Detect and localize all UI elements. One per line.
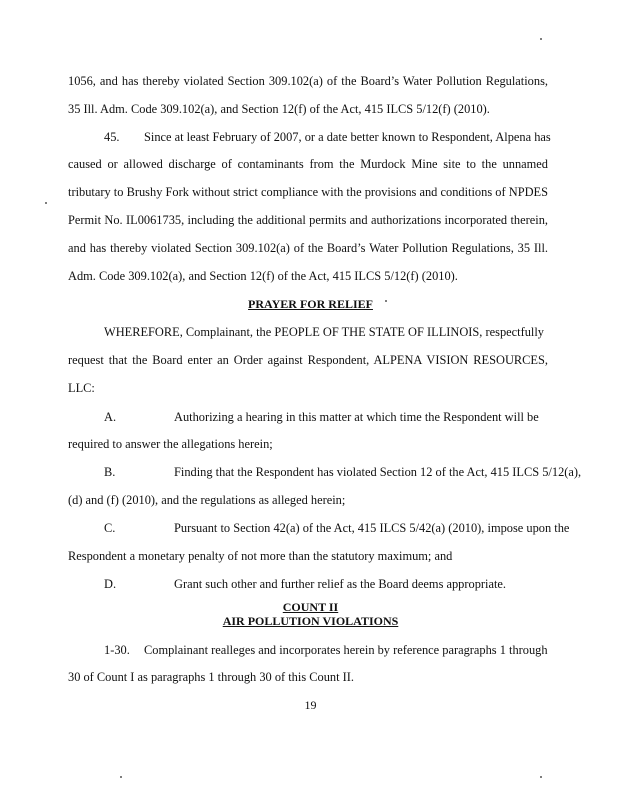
para-1-30-line-1 <box>104 643 548 657</box>
item-a-line-2: required to answer the allegations herein; <box>68 437 273 451</box>
scan-speck <box>540 776 542 778</box>
para-45-line-1 <box>104 130 551 144</box>
item-a-text: Authorizing a hearing in this matter at which time the Respondent will be <box>174 410 539 424</box>
item-d-text: Grant such other and further relief as the Board deems appropriate. <box>174 577 507 591</box>
scan-speck <box>385 300 387 302</box>
para-45-line-5: and has thereby violated Section 309.102(a) of the Board’s Water Pollution Regulations, 35 Ill. <box>68 241 548 255</box>
para-1-30-line-2: 30 of Count I as paragraphs 1 through 30 of this Count II. <box>68 670 354 684</box>
item-d-line-1 <box>104 577 548 591</box>
page-number: 19 <box>304 698 317 712</box>
para-45-line-2: caused or allowed discharge of contaminants from the Murdock Mine site to the unnamed <box>68 157 548 171</box>
para-1-30-number: 1-30. <box>104 643 130 657</box>
para-45-line-4: Permit No. IL0061735, including the additional permits and authorizations incorporated therein, <box>68 213 548 227</box>
item-b-line-2: (d) and (f) (2010), and the regulations as alleged herein; <box>68 493 346 507</box>
para-1-30-text: Complainant realleges and incorporates herein by reference paragraphs 1 through <box>144 643 548 657</box>
item-c-text: Pursuant to Section 42(a) of the Act, 415 ILCS 5/42(a) (2010), impose upon the <box>174 521 570 535</box>
wherefore-line-1: WHEREFORE, Complainant, the PEOPLE OF THE STATE OF ILLINOIS, respectfully <box>104 325 544 339</box>
scan-speck <box>120 776 122 778</box>
item-c-letter: C. <box>104 521 116 535</box>
para-45-line-3: tributary to Brushy Fork without strict compliance with the provisions and conditions of NPDES <box>68 185 548 199</box>
item-b-line-1 <box>104 465 582 479</box>
scan-speck <box>45 202 47 204</box>
para-45-line-6: Adm. Code 309.102(a), and Section 12(f) of the Act, 415 ILCS 5/12(f) (2010). <box>68 269 458 283</box>
item-d-letter: D. <box>104 577 117 591</box>
item-a-letter: A. <box>104 410 117 424</box>
para-44-line-1: 1056, and has thereby violated Section 309.102(a) of the Board’s Water Pollution Regulations, <box>68 74 548 88</box>
count-subheading: AIR POLLUTION VIOLATIONS <box>222 614 399 628</box>
para-45-number: 45. <box>104 130 120 144</box>
item-b-text: Finding that the Respondent has violated Section 12 of the Act, 415 ILCS 5/12(a), <box>174 465 582 479</box>
item-c-line-2: Respondent a monetary penalty of not more than the statutory maximum; and <box>68 549 453 563</box>
prayer-heading: PRAYER FOR RELIEF <box>248 297 373 311</box>
scan-speck <box>540 38 542 40</box>
item-b-letter: B. <box>104 465 116 479</box>
wherefore-line-3: LLC: <box>68 381 95 395</box>
para-45-line-1-text: Since at least February of 2007, or a date better known to Respondent, Alpena has <box>144 130 551 144</box>
wherefore-line-2: request that the Board enter an Order against Respondent, ALPENA VISION RESOURCES, <box>68 353 548 367</box>
para-44-line-2: 35 Ill. Adm. Code 309.102(a), and Section 12(f) of the Act, 415 ILCS 5/12(f) (2010). <box>68 102 490 116</box>
item-c-line-1 <box>104 521 570 535</box>
count-heading: COUNT II <box>282 600 339 614</box>
item-a-line-1 <box>104 410 548 424</box>
